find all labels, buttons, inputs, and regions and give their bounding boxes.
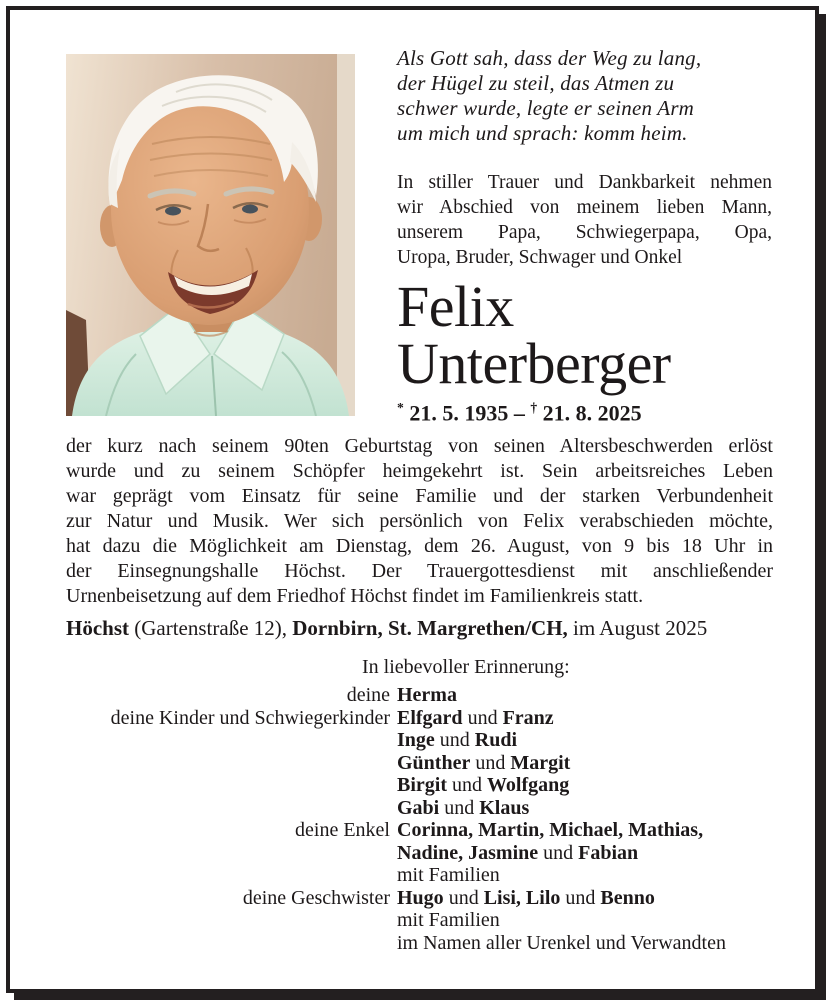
text-run: und [538,841,579,864]
bold-text-run: Rudi [474,729,518,751]
bold-text-run: Gabi [397,796,440,819]
bold-text-run: Wolfgang [487,774,570,796]
right-eye [242,205,258,214]
mourner-relation-label [10,842,397,865]
mourner-names [397,729,772,752]
portrait-illustration [66,54,355,416]
text-run: und [439,796,480,819]
bold-text-run: Margit [510,751,571,774]
text-run: und [443,886,484,909]
text-run: † [530,400,538,415]
mourner-names [397,932,772,955]
mourner-relation-label: deine Kinder und Schwiegerkinder [110,706,390,729]
bold-text-run: Elfgard [397,706,463,729]
deceased-name [397,274,772,396]
remembrance-heading: In liebevoller Erinnerung: [362,656,570,678]
bold-text-run: Birgit [397,774,447,796]
mourner-relation-label [10,752,397,775]
mourner-row [10,932,772,955]
mourner-names [397,819,772,842]
mourner-names [397,842,772,865]
mourner-row [10,909,772,932]
mourner-names [397,864,772,887]
intro-text [397,170,772,270]
bold-text-run: Klaus [479,796,530,819]
bold-text-run: Inge [397,729,435,751]
text-line: Uropa, Bruder, Schwager und Onkel [397,247,683,268]
mourner-names [397,707,772,730]
mourner-relation-label: deine [346,684,390,706]
bold-text-run: Benno [600,886,655,909]
mourner-relation-label [10,774,397,797]
bold-text-run: Nadine, Jasmine [397,841,539,864]
text-run: 21. 5. 1935 – [403,400,531,426]
text-run: und [470,751,511,774]
text-line: unserem Papa, Schwiegerpapa, Opa, [397,222,772,243]
mourner-relation-label: deine Geschwister [242,886,390,909]
location-date-line [66,616,773,641]
text-run: und [462,706,503,729]
text-line: In stiller Trauer und Dankbarkeit nehmen [397,172,772,193]
mourner-relation-label [10,729,397,752]
text-line: der Hügel zu steil, das Atmen zu [397,71,675,95]
obituary-card [6,6,819,993]
mourners-list [10,684,772,954]
text-line: Urnenbeisetzung auf dem Friedhof Höchst findet im Familienkreis statt. [66,585,644,607]
bold-text-run: Corinna, Martin, Michael, Mathias, [397,819,704,841]
mourner-row [10,707,772,730]
mourner-names [397,752,772,775]
mourner-relation-label: deine Enkel [295,819,390,841]
bold-text-run: Dornbirn, St. Margrethen/CH, [292,616,574,640]
mourner-names [397,684,772,707]
mourner-row [10,797,772,820]
mourner-row [10,729,772,752]
life-dates [397,400,772,426]
text-run: und [560,886,601,909]
mourner-names [397,909,772,932]
bold-text-run: Günther [397,751,471,774]
mourner-relation-label [10,797,397,820]
bold-text-run: Lisi, Lilo [483,886,561,909]
mourner-row [10,842,772,865]
text-run: * [397,400,404,415]
bold-text-run: Franz [502,706,554,729]
text-line: wurde und zu seinem Schöpfer heimgekehrt ist. Sein arbeitsreiches Leben [66,460,773,482]
text-run: im August 2025 [573,616,708,640]
bold-text-run: Fabian [578,841,639,864]
remembrance-section [10,656,772,954]
window-light-strip [337,54,355,416]
text-run: und [434,729,475,751]
text-line: war geprägt vom Einsatz für seine Familie und der starken Verbundenheit [66,485,773,507]
text-line: hat dazu die Möglichkeit am Dienstag, dem 26. August, von 9 bis 18 Uhr in [66,535,773,557]
text-line: schwer wurde, legte er seinen Arm [397,96,695,120]
mourner-relation-label [10,864,397,887]
mourner-names [397,797,772,820]
mourner-row [10,774,772,797]
portrait-photo [66,54,355,416]
text-line: zur Natur und Musik. Wer sich persönlich von Felix verabschieden möchte, [66,510,773,532]
mourner-row [10,819,772,842]
deceased-first-name: Felix [397,274,514,339]
text-run: 21. 8. 2025 [537,400,642,426]
bold-text-run: Höchst [66,616,135,640]
text-run: und [447,774,487,796]
mourner-names [397,887,772,910]
mourner-row [10,864,772,887]
mourner-row [10,684,772,707]
text-line: der Einsegnungshalle Höchst. Der Trauergottesdienst mit anschließender [66,560,773,582]
text-line: Als Gott sah, dass der Weg zu lang, [397,46,702,70]
mourner-row [10,752,772,775]
bold-text-run: Herma [397,684,457,706]
text-line: um mich und sprach: komm heim. [397,121,688,145]
text-run: mit Familien [397,864,500,886]
left-eye [165,207,181,216]
opening-verse [397,46,772,146]
mourner-relation-label [10,909,397,932]
text-run: mit Familien [397,909,500,931]
text-run: im Namen aller Urenkel und Verwandten [397,931,726,954]
text-line: der kurz nach seinem 90ten Geburtstag von seinen Altersbeschwerden erlöst [66,435,773,457]
mourner-relation-label [10,932,397,955]
text-line: wir Abschied von meinem lieben Mann, [397,197,772,218]
deceased-last-name: Unterberger [397,331,671,396]
text-run: (Gartenstraße 12), [134,616,293,640]
obituary-body [66,434,773,609]
mourner-row [10,887,772,910]
bold-text-run: Hugo [397,886,444,909]
mourner-names [397,774,772,797]
